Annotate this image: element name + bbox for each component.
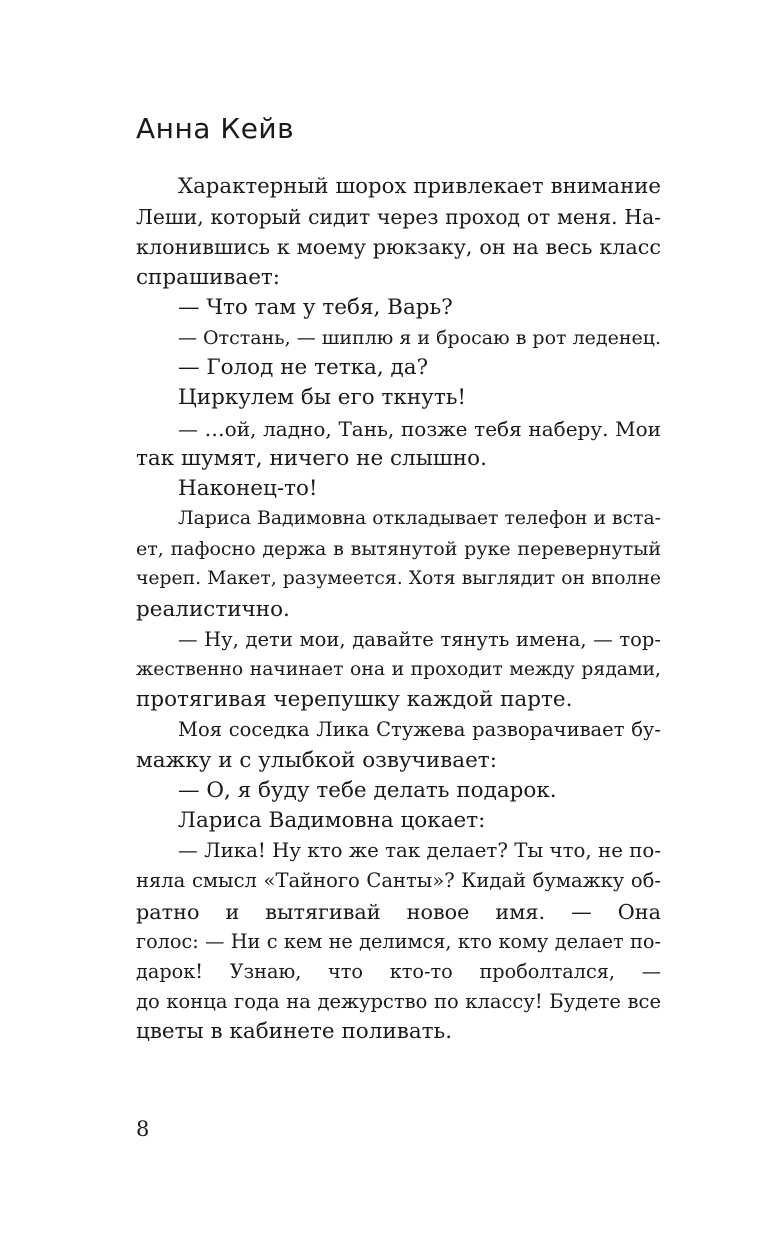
text-line: дарок! Узнаю, что кто-то проболтался, — (136, 959, 661, 983)
text-line: так шумят, ничего не слышно. (136, 445, 487, 471)
text-line: реалистично. (136, 596, 290, 622)
text-line: няла смысл «Тайного Санты»? Кидай бумажку об- (136, 869, 661, 893)
text-line: до конца года на дежурство по классу! Будете все (136, 990, 661, 1014)
text-line: — О, я буду тебе делать подарок. (178, 777, 557, 803)
body-text (136, 172, 661, 1047)
text-line: жественно начинает она и проходит между рядами, (136, 659, 661, 680)
text-line: Характерный шорох привлекает внимание (178, 174, 661, 199)
text-line: голос: — Ни с кем не делимся, кто кому делает по- (136, 929, 661, 953)
text-line: ратно и вытягивай новое имя. — Она (136, 899, 661, 924)
text-line: — Отстань, — шиплю я и бросаю в рот леденец. (178, 326, 661, 349)
text-line: — Что там у тебя, Варь? (178, 294, 453, 320)
running-head-author: Анна Кейв (136, 112, 295, 145)
text-line: Леши, который сидит через проход от меня. На- (136, 205, 661, 230)
text-line: Наконец-то! (178, 475, 318, 501)
text-line: Лариса Вадимовна откладывает телефон и вста- (178, 508, 661, 530)
text-line: клонившись к моему рюкзаку, он на весь класс (136, 235, 661, 260)
text-line: череп. Макет, разумеется. Хотя выглядит он вполне (136, 568, 661, 590)
text-line: ет, пафосно держа в вытянутой руке перевернутый (136, 538, 661, 561)
text-line: — …ой, ладно, Тань, позже тебя наберу. Мои (178, 416, 661, 441)
text-line: — Голод не тетка, да? (178, 355, 429, 381)
text-line: цветы в кабинете поливать. (136, 1019, 453, 1045)
text-line: — Лика! Ну кто же так делает? Ты что, не по- (178, 839, 661, 863)
text-line: Моя соседка Лика Стужева разворачивает бу- (178, 718, 661, 742)
text-line: — Ну, дети мои, давайте тянуть имена, — тор- (178, 627, 661, 651)
text-line: Циркулем бы его ткнуть! (178, 385, 467, 411)
text-line: мажку и с улыбкой озвучивает: (136, 747, 497, 773)
text-line: спрашивает: (136, 264, 281, 290)
page-number: 8 (136, 1117, 150, 1141)
text-line: Лариса Вадимовна цокает: (178, 807, 486, 833)
text-line: протягивая черепушку каждой парте. (136, 687, 573, 713)
